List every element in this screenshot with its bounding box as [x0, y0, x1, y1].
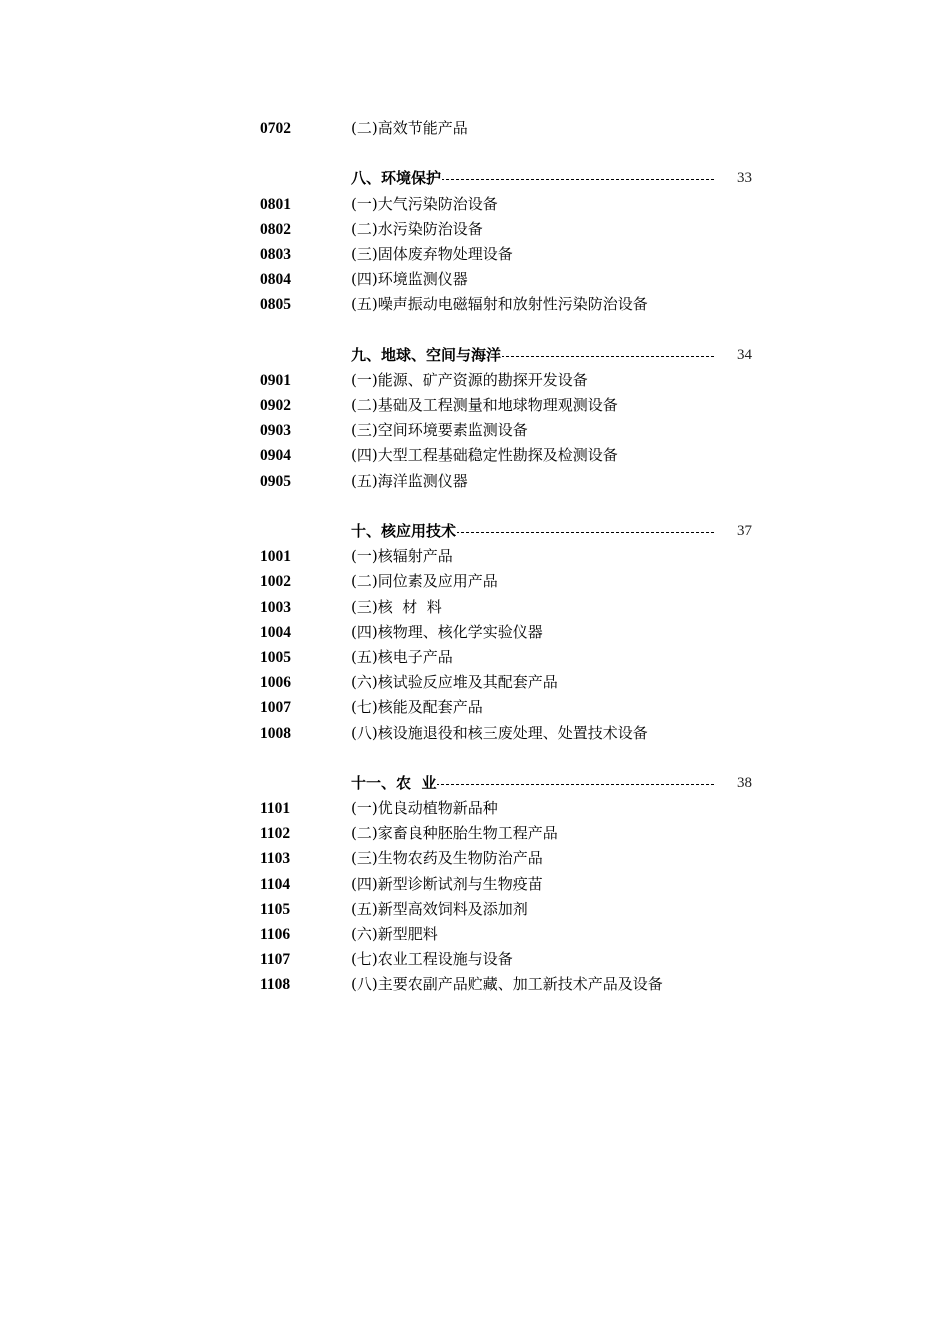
entry-title: (七)核能及配套产品 [351, 698, 483, 717]
toc-entry[interactable] [260, 872, 760, 897]
section-page-number: 33 [737, 170, 752, 187]
toc-entry[interactable] [260, 846, 760, 871]
toc-entry[interactable] [260, 544, 760, 569]
entry-code: 1106 [260, 926, 291, 943]
toc-entry[interactable] [260, 922, 760, 947]
entry-code: 1006 [260, 674, 291, 692]
entry-code: 1008 [260, 724, 291, 742]
toc-entry[interactable] [260, 947, 760, 972]
toc-entry[interactable] [260, 670, 760, 695]
entry-code: 0805 [260, 296, 291, 314]
entry-title: (二)家畜良种胚胎生物工程产品 [351, 824, 558, 843]
table-of-contents [260, 116, 760, 998]
entry-code: 1001 [260, 548, 291, 566]
entry-code: 1108 [260, 976, 291, 994]
toc-entry[interactable] [260, 595, 760, 620]
entry-title: (六)新型肥料 [351, 925, 438, 943]
section-gap [260, 318, 760, 343]
entry-title: (一)大气污染防治设备 [351, 194, 498, 213]
toc-entry[interactable] [260, 242, 760, 267]
entry-title: (二)高效节能产品 [351, 119, 468, 137]
entry-title: (二)基础及工程测量和地球物理观测设备 [351, 396, 618, 415]
entry-title: (八)主要农副产品贮藏、加工新技术产品及设备 [351, 975, 663, 994]
toc-entry[interactable] [260, 796, 760, 821]
section-gap [260, 746, 760, 771]
section-title: 十一、农 业 [351, 771, 437, 796]
entry-code: 0801 [260, 195, 291, 213]
entry-code: 1002 [260, 573, 291, 591]
entry-title: (六)核试验反应堆及其配套产品 [351, 673, 558, 692]
entry-title: (四)核物理、核化学实验仪器 [351, 622, 543, 641]
section-page-number: 37 [737, 523, 752, 539]
toc-entry[interactable] [260, 368, 760, 393]
entry-title: (七)农业工程设施与设备 [351, 950, 513, 969]
section-page-number: 38 [737, 774, 752, 791]
section-page-number: 34 [737, 346, 752, 363]
entry-title: (五)新型高效饲料及添加剂 [351, 899, 528, 918]
entry-title: (四)新型诊断试剂与生物疫苗 [351, 874, 543, 893]
entry-code: 1101 [260, 800, 291, 818]
entry-code: 1007 [260, 699, 291, 717]
entry-title: (二)水污染防治设备 [351, 219, 483, 238]
entry-code: 0804 [260, 271, 291, 289]
toc-entry[interactable] [260, 821, 760, 846]
toc-entry[interactable] [260, 267, 760, 292]
toc-entry[interactable] [260, 695, 760, 720]
entry-title: (五)核电子产品 [351, 647, 453, 666]
entry-title: (三)核 材 料 [351, 597, 442, 616]
toc-entry[interactable] [260, 217, 760, 242]
entry-code: 1105 [260, 900, 291, 918]
entry-title: (一)优良动植物新品种 [351, 799, 498, 818]
entry-code: 0802 [260, 220, 291, 238]
toc-entry-0702[interactable] [260, 116, 760, 141]
section-title: 九、地球、空间与海洋 [351, 343, 502, 368]
entry-title: (四)大型工程基础稳定性勘探及检测设备 [351, 446, 618, 465]
section-heading-agriculture[interactable] [260, 771, 760, 796]
toc-entry[interactable] [260, 443, 760, 468]
toc-entry[interactable] [260, 393, 760, 418]
toc-entry[interactable] [260, 418, 760, 443]
entry-title: (四)环境监测仪器 [351, 270, 468, 289]
entry-code: 1005 [260, 648, 291, 666]
entry-title: (二)同位素及应用产品 [351, 572, 498, 591]
entry-code: 1103 [260, 850, 291, 868]
entry-title: (八)核设施退役和核三废处理、处置技术设备 [351, 723, 648, 742]
entry-code: 0901 [260, 371, 291, 389]
toc-entry[interactable] [260, 721, 760, 746]
entry-code: 0904 [260, 447, 291, 465]
toc-entry[interactable] [260, 292, 760, 317]
toc-entry[interactable] [260, 620, 760, 645]
toc-entry[interactable] [260, 469, 760, 494]
entry-title: (五)海洋监测仪器 [351, 471, 468, 490]
section-heading-environment[interactable] [260, 166, 760, 191]
entry-code: 1107 [260, 951, 291, 969]
entry-title: (三)生物农药及生物防治产品 [351, 849, 543, 868]
entry-code: 1004 [260, 623, 291, 641]
entry-title: (一)核辐射产品 [351, 547, 453, 566]
entry-code: 0702 [260, 120, 291, 137]
entry-title: (三)固体废弃物处理设备 [351, 244, 513, 263]
entry-title: (五)噪声振动电磁辐射和放射性污染防治设备 [351, 295, 648, 314]
section-gap [260, 141, 760, 166]
entry-code: 1104 [260, 875, 291, 893]
section-heading-earth-space-ocean[interactable] [260, 343, 760, 368]
toc-entry[interactable] [260, 192, 760, 217]
section-gap [260, 494, 760, 519]
section-heading-nuclear[interactable] [260, 519, 760, 544]
entry-code: 0803 [260, 245, 291, 263]
entry-code: 0902 [260, 397, 291, 415]
section-title: 八、环境保护 [351, 166, 442, 191]
entry-title: (一)能源、矿产资源的勘探开发设备 [351, 370, 588, 389]
entry-code: 1102 [260, 825, 291, 843]
toc-entry[interactable] [260, 569, 760, 594]
toc-entry[interactable] [260, 645, 760, 670]
entry-code: 1003 [260, 598, 291, 616]
entry-title: (三)空间环境要素监测设备 [351, 421, 528, 440]
entry-code: 0903 [260, 422, 291, 440]
section-title: 十、核应用技术 [351, 519, 457, 544]
toc-entry[interactable] [260, 897, 760, 922]
entry-code: 0905 [260, 472, 291, 490]
toc-entry[interactable] [260, 972, 760, 997]
